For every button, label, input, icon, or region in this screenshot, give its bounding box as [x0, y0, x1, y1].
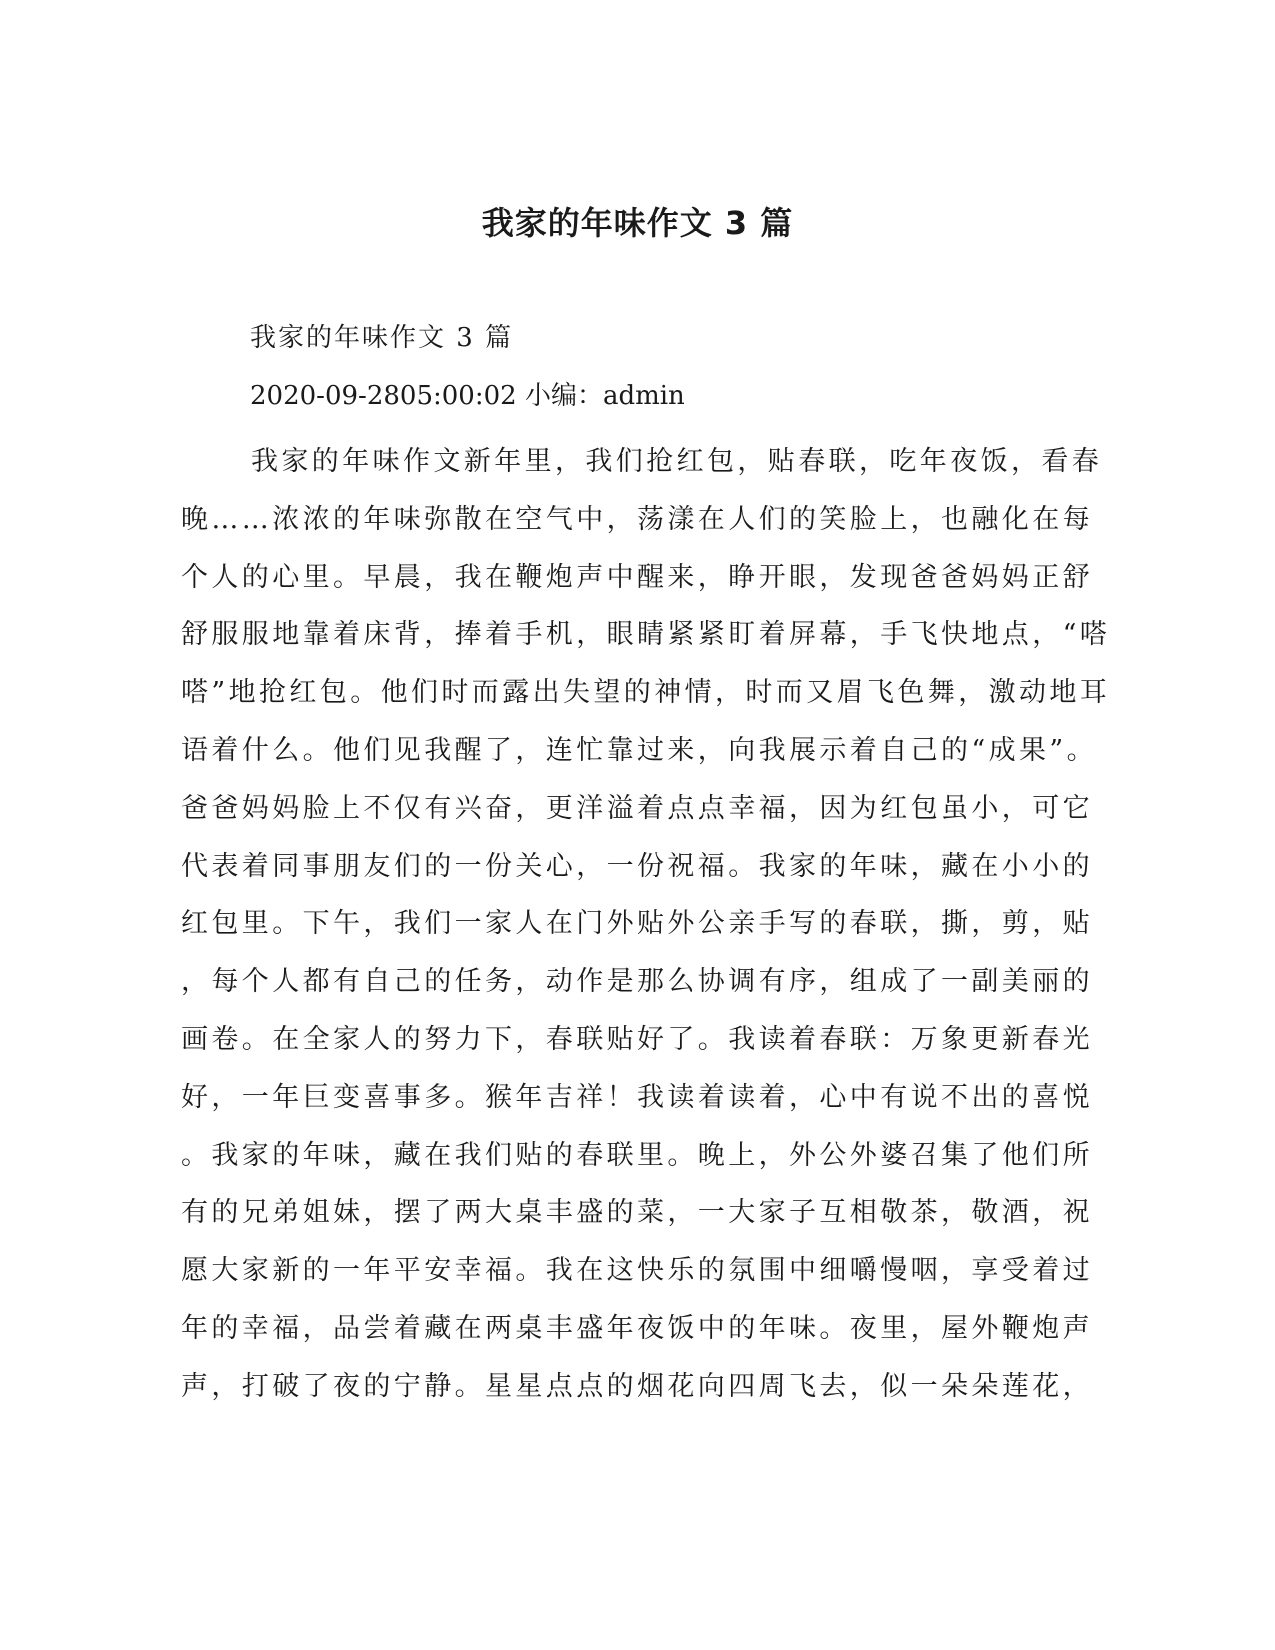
body-line: 代表着同事朋友们的一份关心，一份祝福。我家的年味，藏在小小的 [181, 850, 1093, 882]
body-line: 晚……浓浓的年味弥散在空气中，荡漾在人们的笑脸上，也融化在每 [181, 503, 1093, 535]
body-line: 有的兄弟姐妹，摆了两大桌丰盛的菜，一大家子互相敬茶，敬酒，祝 [181, 1197, 1093, 1229]
body-line: 舒服服地靠着床背，捧着手机，眼睛紧紧盯着屏幕，手飞快地点，“嗒 [181, 619, 1111, 651]
body-line: 我家的年味作文新年里，我们抢红包，贴春联，吃年夜饭，看春 [251, 446, 1103, 477]
article-body [181, 433, 1111, 1416]
body-line: 个人的心里。早晨，我在鞭炮声中醒来，睁开眼，发现爸爸妈妈正舒 [181, 561, 1093, 593]
body-line: 。我家的年味，藏在我们贴的春联里。晚上，外公外婆召集了他们所 [181, 1139, 1093, 1171]
body-line: 红包里。下午，我们一家人在门外贴外公亲手写的春联，撕，剪，贴 [181, 908, 1093, 940]
body-line: 声，打破了夜的宁静。星星点点的烟花向四周飞去，似一朵朵莲花， [181, 1370, 1093, 1402]
body-line: 好，一年巨变喜事多。猴年吉祥！我读着读着，心中有说不出的喜悦 [181, 1081, 1093, 1113]
body-line: ，每个人都有自己的任务，动作是那么协调有序，组成了一副美丽的 [181, 966, 1093, 998]
body-line: 愿大家新的一年平安幸福。我在这快乐的氛围中细嚼慢咽，享受着过 [181, 1255, 1093, 1287]
body-line: 语着什么。他们见我醒了，连忙靠过来，向我展示着自己的“成果”。 [181, 734, 1098, 766]
body-line: 爸爸妈妈脸上不仅有兴奋，更洋溢着点点幸福，因为红包虽小，可它 [181, 792, 1093, 824]
body-line: 年的幸福，品尝着藏在两桌丰盛年夜饭中的年味。夜里，屋外鞭炮声 [181, 1312, 1093, 1344]
document-title: 我家的年味作文 3 篇 [481, 204, 794, 242]
body-line: 画卷。在全家人的努力下，春联贴好了。我读着春联：万象更新春光 [181, 1023, 1093, 1055]
body-line: 嗒”地抢红包。他们时而露出失望的神情，时而又眉飞色舞，激动地耳 [181, 677, 1111, 709]
article-subtitle: 我家的年味作文 3 篇 [250, 323, 514, 353]
article-date-author: 2020-09-2805:00:02 小编：admin [250, 381, 685, 411]
